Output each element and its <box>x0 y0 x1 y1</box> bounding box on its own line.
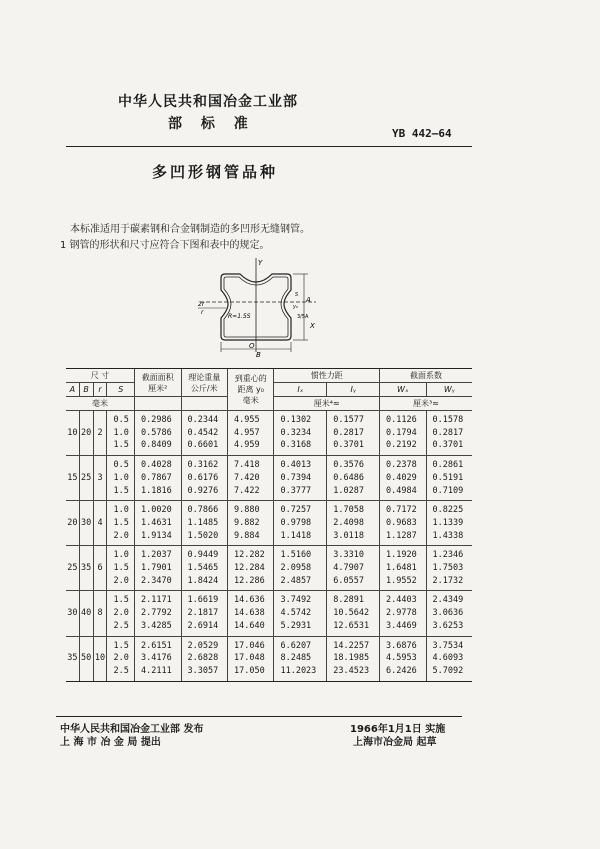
header-weight-label: 理论重量 <box>188 372 221 382</box>
cell-iy: 8.2891 <box>327 591 380 607</box>
cell-b <box>79 665 93 681</box>
cell-iy: 3.3310 <box>327 546 380 562</box>
cell-wy: 0.2861 <box>426 456 472 472</box>
cell-y0: 7.418 <box>227 456 273 472</box>
cell-r <box>93 636 107 652</box>
cell-r: 2 <box>93 427 107 440</box>
cell-s: 2.0 <box>107 530 135 546</box>
cell-b <box>79 411 93 427</box>
cell-wx: 0.2378 <box>380 456 426 472</box>
standard-number: YB 442—64 <box>392 127 452 140</box>
cell-r <box>93 530 107 546</box>
cell-weight: 2.6828 <box>181 652 227 665</box>
standard-kind: 部 标 准 <box>168 116 248 132</box>
cell-wx: 3.6876 <box>380 636 426 652</box>
header-weight <box>181 369 227 397</box>
table-row <box>66 652 472 665</box>
cell-y0: 17.048 <box>227 652 273 665</box>
cell-r: 8 <box>93 607 107 620</box>
table-row <box>66 636 472 652</box>
cell-area: 1.1816 <box>135 485 181 501</box>
col-s: S <box>107 383 135 397</box>
cell-weight: 1.8424 <box>181 575 227 591</box>
cell-a <box>66 501 79 517</box>
cell-weight: 2.0529 <box>181 636 227 652</box>
cell-area: 0.4028 <box>135 456 181 472</box>
cell-b <box>79 620 93 636</box>
cell-area: 1.4631 <box>135 517 181 530</box>
cell-r: 4 <box>93 517 107 530</box>
header-weight-unit: 公斤/米 <box>190 383 218 393</box>
y0-label: y₀ <box>293 304 298 310</box>
cell-b <box>79 439 93 455</box>
r-label: r <box>201 309 204 316</box>
header-area-label: 截面面积 <box>141 372 174 382</box>
header-area <box>135 369 181 397</box>
cell-wx: 3.4469 <box>380 620 426 636</box>
cell-wy: 2.4349 <box>426 591 472 607</box>
cell-s: 1.5 <box>107 591 135 607</box>
cell-wx: 0.7172 <box>380 501 426 517</box>
cell-y0: 4.955 <box>227 411 273 427</box>
cell-wx: 4.5953 <box>380 652 426 665</box>
cell-s: 1.5 <box>107 517 135 530</box>
cell-b: 25 <box>81 472 92 483</box>
cell-y0: 14.640 <box>227 620 273 636</box>
cell-s: 1.0 <box>107 501 135 517</box>
cell-y0: 12.286 <box>227 575 273 591</box>
cell-wx: 1.6481 <box>380 562 426 575</box>
cell-iy: 18.1985 <box>327 652 380 665</box>
cell-a: 20 <box>67 517 78 528</box>
table-row <box>66 501 472 517</box>
cell-s: 2.0 <box>107 607 135 620</box>
col-ix: Iₓ <box>274 383 327 397</box>
cell-area: 4.2111 <box>135 665 181 681</box>
cell-ix: 5.2931 <box>274 620 327 636</box>
cell-iy: 0.3576 <box>327 456 380 472</box>
radius-label: R≈1.5S <box>228 313 251 320</box>
footer-issuer: 中华人民共和国冶金工业部 发布 <box>60 724 204 735</box>
cell-y0: 12.284 <box>227 562 273 575</box>
cell-ix: 0.7394 <box>274 472 327 485</box>
cell-s: 1.5 <box>107 636 135 652</box>
cell-r <box>93 456 107 472</box>
cell-b <box>79 546 93 562</box>
cell-area: 2.6151 <box>135 636 181 652</box>
cell-ix: 2.0958 <box>274 562 327 575</box>
header-centroid-label-2: 距离 y₀ <box>237 385 264 394</box>
unit-area-blank <box>135 397 181 411</box>
cell-iy: 1.0287 <box>327 485 380 501</box>
cell-iy: 0.6486 <box>327 472 380 485</box>
cell-wy: 1.4338 <box>426 530 472 546</box>
cell-y0: 12.282 <box>227 546 273 562</box>
cell-r <box>93 620 107 636</box>
cell-wy: 4.6093 <box>426 652 472 665</box>
cell-ix: 11.2023 <box>274 665 327 681</box>
cell-s: 1.0 <box>107 427 135 440</box>
cell-r <box>93 546 107 562</box>
cell-area: 1.7901 <box>135 562 181 575</box>
footer-drafter: 上海市冶金局 起草 <box>353 737 437 748</box>
cell-wy: 0.1578 <box>426 411 472 427</box>
cell-weight: 0.3162 <box>181 456 227 472</box>
cell-ix: 0.7257 <box>274 501 327 517</box>
cell-wy: 0.7109 <box>426 485 472 501</box>
col-wx: Wₓ <box>380 383 426 397</box>
cell-iy: 4.7907 <box>327 562 380 575</box>
two-r-label: 2r <box>198 301 205 308</box>
cell-s: 1.0 <box>107 546 135 562</box>
table-row <box>66 620 472 636</box>
cell-r <box>93 439 107 455</box>
cell-a <box>66 575 79 591</box>
cell-r: 10 <box>94 653 106 664</box>
cell-iy: 23.4523 <box>327 665 380 681</box>
cell-b: 40 <box>81 608 92 619</box>
cell-wy: 1.2346 <box>426 546 472 562</box>
cell-b <box>79 575 93 591</box>
cell-wy: 5.7092 <box>426 665 472 681</box>
cell-area: 1.0020 <box>135 501 181 517</box>
header-area-unit: 厘米² <box>148 383 168 393</box>
col-b: B <box>79 383 93 397</box>
tube-cross-section-figure <box>196 256 336 358</box>
unit-weight-blank <box>181 397 227 411</box>
cell-y0: 14.636 <box>227 591 273 607</box>
cell-wy: 0.2817 <box>426 427 472 440</box>
clause-1: 1 钢管的形状和尺寸应符合下图和表中的规定。 <box>60 240 270 251</box>
cell-weight: 1.5465 <box>181 562 227 575</box>
cell-s: 0.5 <box>107 411 135 427</box>
document-title: 多凹形钢管品种 <box>152 163 279 181</box>
table-row <box>66 665 472 681</box>
cell-wx: 6.2426 <box>380 665 426 681</box>
cell-area: 0.8409 <box>135 439 181 455</box>
cell-r <box>93 411 107 427</box>
cell-wx: 1.9552 <box>380 575 426 591</box>
cell-ix: 0.3168 <box>274 439 327 455</box>
scope-paragraph: 本标准适用于碳素钢和合金钢制造的多凹形无缝钢管。 <box>70 224 310 235</box>
unit-inertia: 厘米⁴≈ <box>274 397 380 411</box>
cell-s: 2.0 <box>107 652 135 665</box>
cell-y0: 9.882 <box>227 517 273 530</box>
footer-rule <box>56 716 462 717</box>
three-fifths-label: 3/5A <box>297 314 309 320</box>
table-row <box>66 546 472 562</box>
cell-y0: 7.422 <box>227 485 273 501</box>
table-row <box>66 517 472 530</box>
cell-wx: 0.1126 <box>380 411 426 427</box>
height-label: A <box>306 296 311 304</box>
cell-b: 35 <box>81 563 92 574</box>
cell-ix: 2.4857 <box>274 575 327 591</box>
cell-weight: 1.6619 <box>181 591 227 607</box>
cell-area: 3.4285 <box>135 620 181 636</box>
cell-iy: 0.1577 <box>327 411 380 427</box>
cell-a: 10 <box>67 427 78 438</box>
cell-y0: 9.880 <box>227 501 273 517</box>
cell-a <box>66 456 79 472</box>
cell-a <box>66 620 79 636</box>
unit-modulus: 厘米³≈ <box>380 397 472 411</box>
cell-ix: 0.1302 <box>274 411 327 427</box>
cell-a: 25 <box>67 563 78 574</box>
cell-r <box>93 485 107 501</box>
cell-wx: 1.1920 <box>380 546 426 562</box>
cell-a: 35 <box>67 653 78 664</box>
table-row <box>66 562 472 575</box>
cell-wy: 3.7534 <box>426 636 472 652</box>
cell-area: 2.1171 <box>135 591 181 607</box>
ministry-name: 中华人民共和国冶金工业部 <box>118 94 298 110</box>
cell-area: 3.4176 <box>135 652 181 665</box>
header-centroid <box>227 369 273 411</box>
table-row <box>66 456 472 472</box>
cell-wx: 0.9683 <box>380 517 426 530</box>
cell-ix: 6.6207 <box>274 636 327 652</box>
cell-b <box>79 501 93 517</box>
cell-a <box>66 591 79 607</box>
cell-iy: 6.0557 <box>327 575 380 591</box>
cell-ix: 3.7492 <box>274 591 327 607</box>
cell-b <box>79 591 93 607</box>
cell-weight: 1.5020 <box>181 530 227 546</box>
cell-y0: 17.050 <box>227 665 273 681</box>
cell-weight: 1.1485 <box>181 517 227 530</box>
cell-weight: 0.7866 <box>181 501 227 517</box>
cell-wy: 3.6253 <box>426 620 472 636</box>
cell-y0: 9.884 <box>227 530 273 546</box>
cell-wx: 0.4984 <box>380 485 426 501</box>
cell-r <box>93 575 107 591</box>
cell-area: 1.2037 <box>135 546 181 562</box>
cell-weight: 0.9276 <box>181 485 227 501</box>
cell-wy: 0.5191 <box>426 472 472 485</box>
cell-s: 0.5 <box>107 456 135 472</box>
dimension-table <box>66 368 472 682</box>
cell-s: 1.0 <box>107 472 135 485</box>
cell-area: 2.3470 <box>135 575 181 591</box>
cell-b: 20 <box>81 427 92 438</box>
cell-weight: 0.2344 <box>181 411 227 427</box>
header-inertia: 惯性力距 <box>274 369 380 383</box>
table-row <box>66 411 472 427</box>
header-centroid-unit: 毫米 <box>242 396 259 405</box>
cell-wy: 1.7503 <box>426 562 472 575</box>
table-row <box>66 485 472 501</box>
cell-b: 30 <box>81 517 92 528</box>
cell-weight: 0.6601 <box>181 439 227 455</box>
cell-ix: 4.5742 <box>274 607 327 620</box>
cell-area: 2.7792 <box>135 607 181 620</box>
cell-area: 0.5786 <box>135 427 181 440</box>
cell-area: 0.7867 <box>135 472 181 485</box>
cell-a <box>66 636 79 652</box>
cell-weight: 0.6176 <box>181 472 227 485</box>
cell-iy: 14.2257 <box>327 636 380 652</box>
cell-r: 6 <box>93 562 107 575</box>
cell-ix: 0.4013 <box>274 456 327 472</box>
cell-ix: 1.5160 <box>274 546 327 562</box>
cell-s: 2.0 <box>107 575 135 591</box>
x-axis-label: X <box>310 322 315 330</box>
header-centroid-label: 到重心的 <box>234 374 267 383</box>
cell-a <box>66 530 79 546</box>
cell-s: 1.5 <box>107 439 135 455</box>
footer-date: 1966年1月1日 实施 <box>350 724 446 735</box>
cell-r <box>93 665 107 681</box>
cell-y0: 7.420 <box>227 472 273 485</box>
col-r: r <box>93 383 107 397</box>
cell-iy: 0.3701 <box>327 439 380 455</box>
cell-y0: 4.957 <box>227 427 273 440</box>
cell-b <box>79 456 93 472</box>
header-modulus: 截面系数 <box>380 369 472 383</box>
cell-y0: 17.046 <box>227 636 273 652</box>
cell-wy: 2.1732 <box>426 575 472 591</box>
cell-iy: 1.7058 <box>327 501 380 517</box>
cell-weight: 0.4542 <box>181 427 227 440</box>
cell-a <box>66 665 79 681</box>
cell-area: 1.9134 <box>135 530 181 546</box>
table-row <box>66 591 472 607</box>
cell-ix: 8.2485 <box>274 652 327 665</box>
cell-a <box>66 439 79 455</box>
cell-wy: 0.3701 <box>426 439 472 455</box>
cell-s: 1.5 <box>107 485 135 501</box>
cell-ix: 0.3777 <box>274 485 327 501</box>
cell-area: 0.2986 <box>135 411 181 427</box>
cell-a: 15 <box>67 472 78 483</box>
cell-wx: 0.2192 <box>380 439 426 455</box>
table-row <box>66 530 472 546</box>
cell-y0: 4.959 <box>227 439 273 455</box>
cell-r: 3 <box>93 472 107 485</box>
cell-weight: 3.3057 <box>181 665 227 681</box>
table-row <box>66 472 472 485</box>
cell-a <box>66 485 79 501</box>
cell-iy: 10.5642 <box>327 607 380 620</box>
unit-mm: 毫米 <box>66 397 135 411</box>
cell-wx: 2.9778 <box>380 607 426 620</box>
table-row <box>66 439 472 455</box>
cell-wx: 2.4403 <box>380 591 426 607</box>
col-wy: Wᵧ <box>426 383 472 397</box>
cell-a: 30 <box>67 608 78 619</box>
cell-wy: 3.0636 <box>426 607 472 620</box>
cell-wx: 0.1794 <box>380 427 426 440</box>
cell-wx: 0.4029 <box>380 472 426 485</box>
cell-ix: 1.1418 <box>274 530 327 546</box>
cell-r <box>93 501 107 517</box>
cell-r <box>93 591 107 607</box>
cell-b <box>79 636 93 652</box>
cell-iy: 3.0118 <box>327 530 380 546</box>
cell-s: 1.5 <box>107 562 135 575</box>
origin-label: O <box>249 342 255 350</box>
cell-wy: 1.1339 <box>426 517 472 530</box>
cell-a <box>66 411 79 427</box>
table-row <box>66 607 472 620</box>
cell-wy: 0.8225 <box>426 501 472 517</box>
cell-s: 2.5 <box>107 665 135 681</box>
cell-a <box>66 546 79 562</box>
header-size-group: 尺 寸 <box>66 369 135 383</box>
cell-ix: 0.9798 <box>274 517 327 530</box>
cell-weight: 0.9449 <box>181 546 227 562</box>
cell-wx: 1.1287 <box>380 530 426 546</box>
cell-ix: 0.3234 <box>274 427 327 440</box>
cell-iy: 12.6531 <box>327 620 380 636</box>
table-row <box>66 427 472 440</box>
cell-weight: 2.6914 <box>181 620 227 636</box>
footer-proposer: 上 海 市 冶 金 局 提出 <box>60 737 161 748</box>
col-a: A <box>66 383 79 397</box>
cell-iy: 0.2817 <box>327 427 380 440</box>
cell-b <box>79 530 93 546</box>
cell-b: 50 <box>81 653 92 664</box>
cell-weight: 2.1817 <box>181 607 227 620</box>
table-row <box>66 575 472 591</box>
cell-iy: 2.4098 <box>327 517 380 530</box>
cell-s: 2.5 <box>107 620 135 636</box>
col-iy: Iᵧ <box>327 383 380 397</box>
cell-y0: 14.638 <box>227 607 273 620</box>
thickness-label: S <box>295 292 299 298</box>
header-rule <box>66 146 472 147</box>
y-axis-label: Y <box>258 259 263 267</box>
cell-b <box>79 485 93 501</box>
width-label: B <box>256 351 261 358</box>
